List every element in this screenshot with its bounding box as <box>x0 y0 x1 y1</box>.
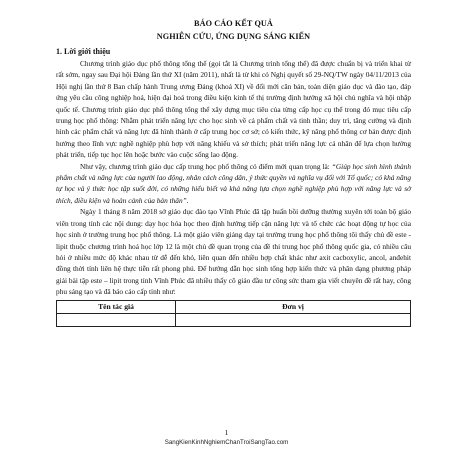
quote-lead: Như vậy, chương trình giáo dục cấp trung học phổ thông có điểm mới quan trọng là: <box>80 161 332 171</box>
report-title: BÁO CÁO KẾT QUẢ <box>194 19 273 28</box>
report-subtitle: NGHIÊN CỨU, ỨNG DỤNG SÁNG KIẾN <box>156 32 311 41</box>
document-body <box>56 18 411 327</box>
section-heading: 1. Lời giới thiệu <box>56 47 111 56</box>
paragraph-intro: Chương trình giáo dục phổ thông tổng thể (gọi tắt là Chương trình tổng thể) đã được chuẩn bị và triển khai từ rất sớm, ngay sau Đại hội Đảng lần thứ XI (năm 2011), nhất là từ khi có Nghị quyết số 29-NQ/TW ngày 04/11/2013 của Hội nghị lần thứ 8 Ban chấp hành Trung ương Đảng (khoá XI) về đổi mới căn bản, toàn diện giáo dục và đào tạo, đáp ứng yêu cầu công nghiệp hoá, hiện đại hoá trong điều kiện kinh tế thị trường định hướng xã hội chủ nghĩa và hội nhập quốc tế. Chương trình giáo dục phổ thông tổng thể xây dựng mục tiêu của từng cấp học cụ thể trong đó mục tiêu cấp trung học phổ thông: Nhằm phát triển năng lực cho học sinh về cả phẩm chất và tinh thần; duy trì, tăng cường và định hình các phẩm chất và năng lực đã hình thành ở cấp trung học cơ sở; có kiến thức, kỹ năng phổ thông cơ bản được định hướng theo lĩnh vực nghề nghiệp phù hợp với năng khiếu và sở thích; phát triển năng lực cá nhân để lựa chọn hướng phát triển, tiếp tục học lên hoặc bước vào cuộc sống lao động. <box>56 59 411 160</box>
table-header-row <box>57 300 411 313</box>
page-number: 1 <box>224 428 229 437</box>
author-table <box>56 300 411 327</box>
table-cell <box>57 313 176 326</box>
table-header-author: Tên tác giả <box>57 300 176 313</box>
table-cell <box>176 313 411 326</box>
table-header-unit: Đơn vị <box>176 300 411 313</box>
paragraph-final: Ngày 1 tháng 8 năm 2018 sở giáo dục đào tạo Vĩnh Phúc đã tập huấn bồi dưỡng thường xuyên tới toàn bộ giáo viên trong tỉnh các nội dung: dạy học hóa học theo định hướng tiếp cận năng lực và tổ chức các hoạt động tự học của học sinh ở trường trung học phổ thông. Là một giáo viên giảng dạy tại trường trung học phổ thông tôi thấy chủ đề este - lipit thuộc chương trình hoá học lớp 12 là một chủ đề quan trọng của đề thi trung học phổ thông quốc gia, có nhiều câu hỏi ở nhiều mức độ khác nhau từ dễ đến khó, liên quan đến nhiều hợp chất khác như axit cacboxylic, ancol, anđehit đồng thời tính liên hệ thực tiễn rất phong phú. Để hướng dẫn học sinh tổng hợp kiến thức và phân dạng phương pháp giải bài tập este – lipit trong tỉnh Vĩnh Phúc đã nhiều thấy cô giáo đầu tư công sức tham gia viết chuyên đề rất hay, công phu sáng tạo và đã báo cáo cấp tỉnh như: <box>56 207 411 297</box>
footer-link[interactable]: SangKienKinhNghiemChanTroiSangTao.com <box>164 439 289 446</box>
paragraph-quote <box>56 161 411 207</box>
table-row <box>57 313 411 326</box>
quote-text: “Giúp học sinh hình thành phẩm chất và năng lực của người lao động, nhân cách công dân, ý thức quyền và nghĩa vụ đối với Tổ quốc; có khả năng tự học và ý thức học tập suốt đời, có những hiểu biết và khả năng lựa chọn nghề nghiệp phù hợp với năng lực và sở thích, điều kiện và hoàn cảnh của bản thân”. <box>56 161 411 205</box>
